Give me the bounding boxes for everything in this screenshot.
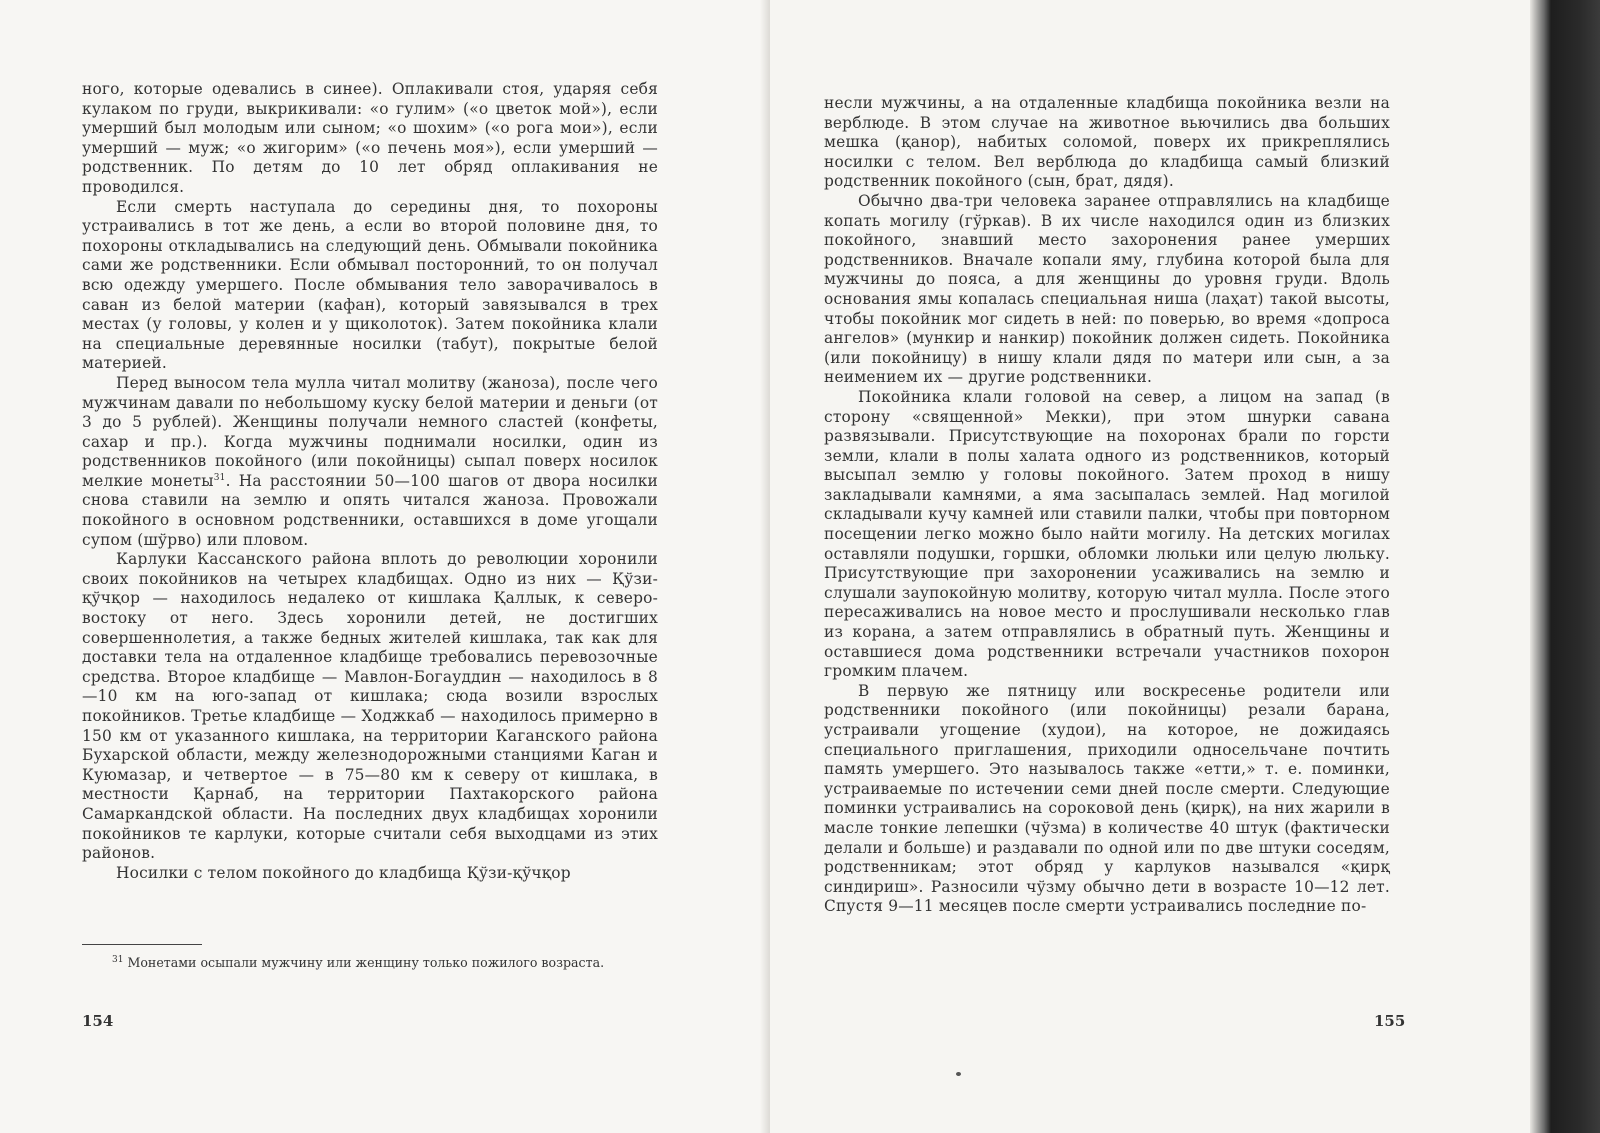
footnote <box>82 952 658 971</box>
paragraph: несли мужчины, а на отдаленные кладбища покойника везли на верблюде. В этом случае на животное вьючились два больших мешка (қанор), набитых соломой, поверх их прикреплялись носилки с телом. Вел верблюда до кладбища самый близкий родственник покойного (сын, брат, дядя). <box>824 94 1390 191</box>
paragraph: Карлуки Кассанского района вплоть до революции хоронили своих покойников на четырех кладбищах. Одно из них — Қўзи-қўчқор — находилось недалеко от кишлака Қаллык, к северо-востоку от него. Здесь хоронили детей, не достигших совершеннолетия, а также бедных жителей кишлака, так как для доставки тела на отдаленное кладбище требовались перевозочные средства. Второе кладбище — Мавлон-Богауддин — находилось в 8—10 км на юго-запад от кишлака; сюда возили взрослых покойников. Третье кладбище — Ходжкаб — находилось примерно в 150 км от указанного кишлака, на территории Каганского района Бухарской области, между железнодорожными станциями Каган и Куюмазар, и четвертое — в 75—80 км к северу от кишлака, в местности Қарнаб, на территории Пахтакорского района Самаркандской области. На последних двух кладбищах хоронили покойников те карлуки, которые считали себя выходцами из этих районов. <box>82 550 658 863</box>
footnote-text: Монетами осыпали мужчину или женщину только пожилого возраста. <box>127 955 605 971</box>
paragraph-text: Перед выносом тела мулла читал молитву (жаноза), после чего мужчинам давали по небольшому куску белой материи и деньги (от 3 до 5 рублей). Женщины получали немного сластей (конфеты, сахар и пр.). Когда мужчины поднимали носилки, один из родственников покойного (или покойницы) сыпал поверх носилок мелкие монеты <box>82 373 658 490</box>
footnote-divider <box>82 944 202 945</box>
page-number: 155 <box>1374 1012 1406 1030</box>
footnote-reference: 31 <box>213 472 226 483</box>
book-cover-edge <box>1530 0 1600 1133</box>
print-speck <box>956 1072 961 1076</box>
right-page-text <box>824 94 1390 917</box>
paragraph <box>82 374 658 550</box>
left-page <box>0 0 770 1133</box>
left-page-text <box>82 80 658 883</box>
right-page <box>770 0 1530 1133</box>
paragraph: В первую же пятницу или воскресенье родители или родственники покойного (или покойницы) резали барана, устраивали угощение (худои), на которое, не дожидаясь специального приглашения, приходили односельчане почтить память умершего. Это называлось также «етти,» т. е. поминки, устраиваемые по истечении семи дней после смерти. Следующие поминки устраивались на сороковой день (қирқ), на них жарили в масле тонкие лепешки (чўзма) в количестве 40 штук (фактически делали и больше) и раздавали по одной или по две штуки соседям, родственникам; этот обряд у карлуков назывался «қирқ синдириш». Разносили чўзму обычно дети в возрасте 10—12 лет. Спустя 9—11 месяцев после смерти устраивались последние по- <box>824 681 1390 916</box>
footnote-mark: 31 <box>112 955 124 965</box>
paragraph: ного, которые одевались в синее). Оплакивали стоя, ударяя себя кулаком по груди, выкрикивали: «о гулим» («о цветок мой»), если умерший был молодым или сыном; «о шохим» («о рога мои»), если умерший — муж; «о жигорим» («о печень моя»), если умерший — родственник. По детям до 10 лет обряд оплакивания не проводился. <box>82 80 658 196</box>
paragraph: Если смерть наступала до середины дня, то похороны устраивались в тот же день, а если во второй половине дня, то похороны откладывались на следующий день. Обмывали покойника сами же родственники. Если обмывал посторонний, то он получал всю одежду умершего. После обмывания тело заворачивалось в саван из белой материи (кафан), который завязывался в трех местах (у головы, у колен и у щиколоток). Затем покойника клали на специальные деревянные носилки (табут), покрытые белой материей. <box>82 197 658 373</box>
paragraph-text: . На расстоянии 50—100 шагов от двора носилки снова ставили на землю и опять читался жаноза. Провожали покойного в основном родственники, оставшихся в доме угощали супом (шўрво) или пловом. <box>82 471 658 549</box>
paragraph: Обычно два-три человека заранее отправлялись на кладбище копать могилу (гўркав). В их числе находился один из близких покойного, знавший место захоронения ранее умерших родственников. Вначале копали яму, глубина которой была для мужчины до пояса, а для женщины до уровня груди. Вдоль основания ямы копалась специальная ниша (лаҳат) такой высоты, чтобы покойник мог сидеть в ней: по поверью, во время «допроса ангелов» (мункир и нанкир) покойник должен сидеть. Покойника (или покойницу) в нишу клали дядя по матери или сын, а за неимением их — другие родственники. <box>824 191 1390 387</box>
page-number: 154 <box>82 1012 114 1030</box>
paragraph: Покойника клали головой на север, а лицом на запад (в сторону «священной» Мекки), при этом шнурки савана развязывали. Присутствующие на похоронах брали по горсти земли, клали в полы халата одного из родственников, который высыпал землю у головы покойного. Затем проход в нишу закладывали камнями, а яма засыпалась землей. Над могилой складывали кучу камней или ставили палки, чтобы при повторном посещении легко можно было найти могилу. На детских могилах оставляли подушки, горшки, обломки люльки или целую люльку. Присутствующие при захоронении усаживались на землю и слушали заупокойную молитву, которую читал мулла. После этого пересаживались на новое место и прослушивали несколько глав из корана, а затем отправлялись в обратный путь. Женщины и оставшиеся дома родственники встречали участников похорон громким плачем. <box>824 387 1390 681</box>
paragraph: Носилки с телом покойного до кладбища Қўзи-қўчқор <box>116 863 571 882</box>
